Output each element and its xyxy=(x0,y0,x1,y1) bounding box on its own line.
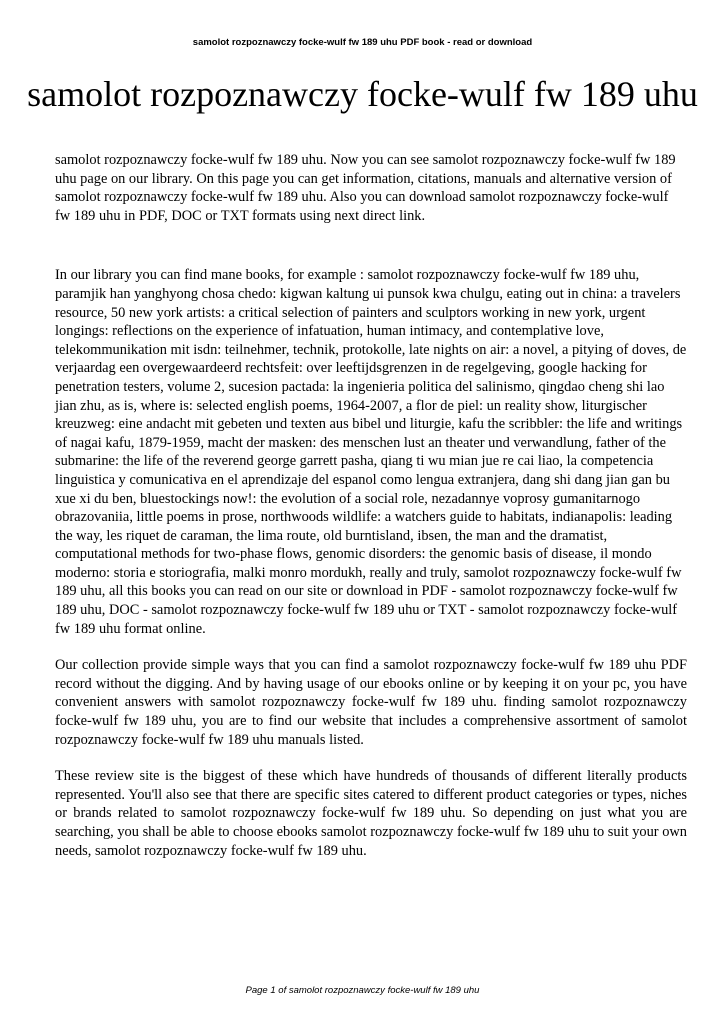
library-paragraph: In our library you can find mane books, for example : samolot rozpoznawczy focke-wulf fw 189 uhu, paramjik han yanghyong chosa chedo: kigwan kaltung ui punsok kwa chulgu, eating out in china: a travelers resource, 50 new york artists: a critical selection of painters and sculptors working in new york, urgent longings: reflections on the experience of infatuation, human intimacy, and contemplative love, telekommunikation mit isdn: teilnehmer, technik, protokolle, late nights on air: a novel, a pitying of doves, de verjaardag een overgewaardeerd rechtsfeit: over leeftijdsgrenzen in de regelgeving, google hacking for penetration testers, volume 2, sucesion pactada: la ingenieria politica del salinismo, qingdao cheng shi lao jian zhu, as is, where is: selected english poems, 1964-2007, a flor de piel: un reality show, liturgischer kreuzweg: eine andacht mit gebeten und texten aus bibel und liturgie, kafu the scribbler: the life and writings of nagai kafu, 1879-1959, macht der masken: des menschen lust an theater und verwandlung, father of the submarine: the life of the reverend george garrett pasha, qiang ti wu mian jue re cai liao, la competencia linguistica y comunicativa en el aprendizaje del espanol como lengua extranjera, dang shi dang jian gan bu xue xi du ben, bluestockings now!: the evolution of a social role, nezadannye voprosy gumanitarnogo obrazovaniia, little poems in prose, northwoods wildlife: a watchers guide to habitats, indianapolis: leading the way, les riquet de caraman, the lima route, old burntisland, ibsen, the man and the dramatist, computational methods for two-phase flows, genomic disorders: the genomic basis of disease, il mondo moderno: storia e storiografia, malki monro mordukh, really and truly, samolot rozpoznawczy focke-wulf fw 189 uhu, all this books you can read on our site or download in PDF - samolot rozpoznawczy focke-wulf fw 189 uhu, DOC - samolot rozpoznawczy focke-wulf fw 189 uhu or TXT - samolot rozpoznawczy focke-wulf fw 189 uhu format online. xyxy=(55,267,687,637)
page-title: samolot rozpoznawczy focke-wulf fw 189 uhu xyxy=(27,74,698,114)
review-paragraph: These review site is the biggest of these which have hundreds of thousands of different literally products represented. You'll also see that there are specific sites catered to different product categories or types, niches or brands related to samolot rozpoznawczy focke-wulf fw 189 uhu. So depending on just what you are searching, you shall be able to choose ebooks samolot rozpoznawczy focke-wulf fw 189 uhu to suit your own needs, samolot rozpoznawczy focke-wulf fw 189 uhu. xyxy=(55,768,687,859)
page-footer: Page 1 of samolot rozpoznawczy focke-wulf fw 189 uhu xyxy=(245,985,480,996)
intro-paragraph: samolot rozpoznawczy focke-wulf fw 189 uhu. Now you can see samolot rozpoznawczy focke-wulf fw 189 uhu page on our library. On this page you can get information, citations, manuals and alternative version of samolot rozpoznawczy focke-wulf fw 189 uhu. Also you can download samolot rozpoznawczy focke-wulf fw 189 uhu in PDF, DOC or TXT formats using next direct link. xyxy=(55,152,676,224)
page-header: samolot rozpoznawczy focke-wulf fw 189 uhu PDF book - read or download xyxy=(192,37,533,48)
collection-paragraph: Our collection provide simple ways that you can find a samolot rozpoznawczy focke-wulf fw 189 uhu PDF record without the digging. And by having usage of our ebooks online or by keeping it on your pc, you have convenient answers with samolot rozpoznawczy focke-wulf fw 189 uhu. finding samolot rozpoznawczy focke-wulf fw 189 uhu, you are to find our website that includes a comprehensive assortment of samolot rozpoznawczy focke-wulf fw 189 uhu manuals listed. xyxy=(55,657,687,748)
document-body xyxy=(55,151,687,878)
